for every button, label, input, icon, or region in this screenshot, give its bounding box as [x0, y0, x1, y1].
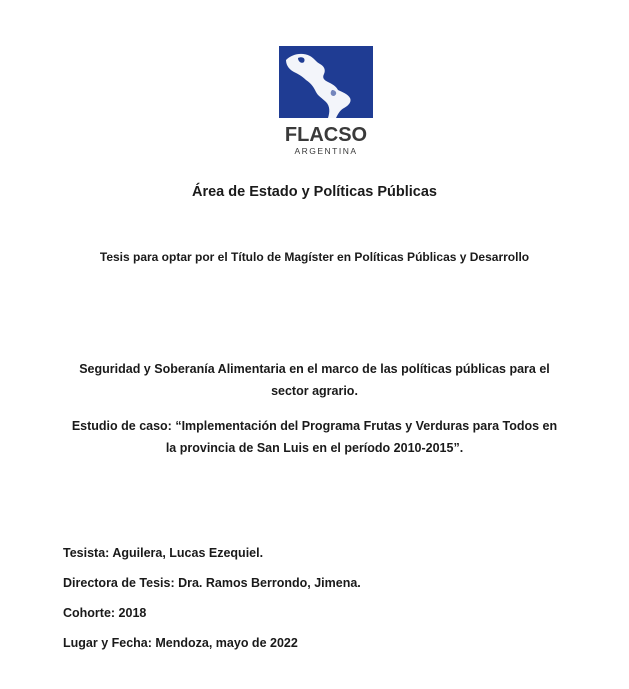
case-study-line-1: Estudio de caso: “Implementación del Programa Frutas y Verduras para Todos en — [71, 419, 558, 433]
thesis-topic-line-2: sector agrario. — [271, 384, 358, 398]
flacso-logo — [276, 46, 376, 158]
logo-subname: ARGENTINA — [294, 146, 358, 156]
thesis-topic — [30, 358, 599, 402]
area-title: Área de Estado y Políticas Públicas — [192, 184, 437, 200]
student-line: Tesista: Aguilera, Lucas Ezequiel. — [63, 546, 264, 560]
thesis-topic-line-1: Seguridad y Soberanía Alimentaria en el marco de las políticas públicas para el — [79, 362, 550, 376]
case-study — [30, 415, 599, 459]
director-line: Directora de Tesis: Dra. Ramos Berrondo, Jimena. — [63, 576, 361, 590]
logo-name: FLACSO — [284, 124, 368, 146]
place-date-line: Lugar y Fecha: Mendoza, mayo de 2022 — [63, 636, 298, 650]
case-study-line-2: la provincia de San Luis en el período 2010-2015”. — [165, 441, 464, 455]
degree-title: Tesis para optar por el Título de Magíster en Políticas Públicas y Desarrollo — [99, 250, 530, 264]
cohort-line: Cohorte: 2018 — [63, 606, 147, 620]
